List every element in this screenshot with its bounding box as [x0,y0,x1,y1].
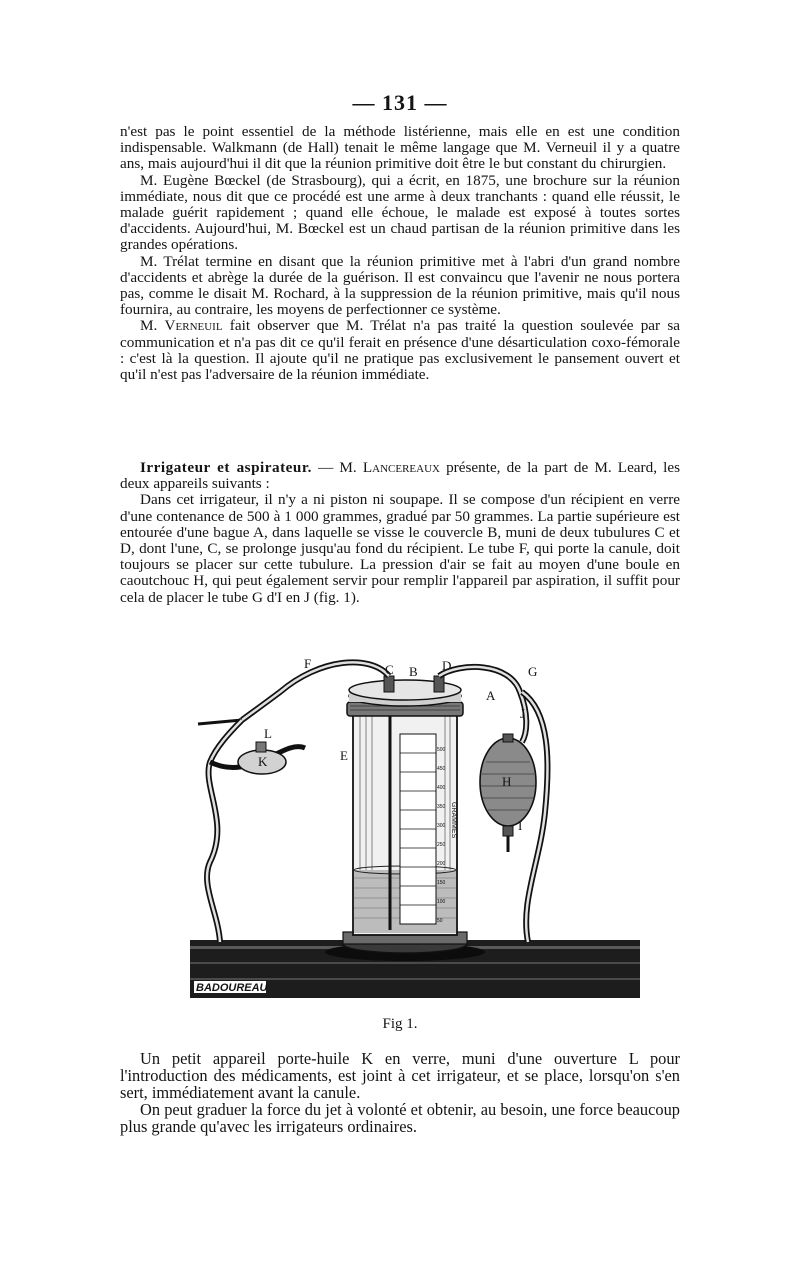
fig-label-l: L [264,726,272,741]
paragraph: Dans cet irrigateur, il n'y a ni piston ni soupape. Il se compose d'un récipient en verre d'une contenance de 500 à 1 000 grammes, gradué par 50 grammes. La partie supérieure est entourée d'une bague A, dans laquelle se visse le couvercle B, muni de deux tubulures C et D, dont l'une, C, se prolonge jusqu'au fond du récipient. Le tube F, qui porte la canule, doit toujours se placer sur cette tubulure. La pression d'air se fait au moyen d'une boule en caoutchouc H, qui peut également servir pour remplir l'appareil par aspiration, il suffit pour cela de placer le tube G d'I en J (fig. 1). [120,491,680,606]
fig-label-f: F [304,656,312,671]
scale-mark: 500 [437,747,446,753]
irrigator-figure [190,652,640,1012]
text-run: — M. [311,459,363,476]
fig-label-a: A [486,688,496,703]
scale-mark: 200 [437,861,446,867]
figure-caption: Fig 1. [382,1016,418,1032]
section-heading: Irrigateur et aspirateur. [140,459,312,476]
fig-label-j: J [520,706,526,721]
scale-unit: GRAMMES [450,802,457,839]
section-heading-paragraph [120,460,680,492]
scale-mark: 300 [437,823,446,829]
fig-label-h: H [502,774,512,789]
fig-label-g: G [528,664,538,679]
fig-label-d: D [442,658,452,673]
section-reunion-discussion [120,124,680,383]
scale-mark: 150 [437,880,446,886]
tubulure-c [384,676,394,692]
page-number: — 131 — [352,90,448,115]
fig-label-e: E [340,748,348,763]
text-run: fait observer que M. Trélat n'a pas traité la question soulevée par sa communication et n'a pas dit ce qu'il ferait en présence d'une désarticulation coxo-fémorale : c'est là la question. Il ajoute qu'il ne pratique pas exclusivement le pansement ouvert et qu'il n'est pas l'adversaire de la réunion immédiate. [120,317,680,384]
fig-label-i: I [518,818,523,833]
fig-label-b: B [409,664,418,679]
irrigator-engraving [190,652,640,1012]
section-oil-holder [120,1050,680,1135]
paragraph: Un petit appareil porte-huile K en verre, muni d'une ouverture L pour l'introduction des médicaments, est joint à cet irrigateur, et se place, lorsqu'on s'en sert, immédiatement avant la canule. [120,1049,680,1102]
scale-mark: 400 [437,785,446,791]
scale-mark: 50 [437,918,443,924]
paragraph [120,318,680,383]
paragraph: n'est pas le point essentiel de la méthode listérienne, mais elle en est une condition indispensable. Walkmann (de Hall) tenait le même langage que M. Verneuil il y a quatre ans, mais aujourd'hui il dit que la réunion primitive doit être le but constant du chirurgien. [120,123,680,173]
fig-label-k: K [258,754,268,769]
text-run: M. [140,317,165,335]
scale-mark: 350 [437,804,446,810]
paragraph: On peut graduer la force du jet à volonté et obtenir, au besoin, une force beaucoup plus grande qu'avec les irrigateurs ordinaires. [120,1100,680,1136]
author-name: Lancereaux [362,459,440,476]
engraver-signature: BADOUREAU [196,982,268,994]
tubulure-d [434,676,444,692]
scale-mark: 100 [437,899,446,905]
fig-label-c: C [385,662,394,677]
scale-mark: 450 [437,766,446,772]
opening-l [256,742,266,752]
paragraph: M. Eugène Bœckel (de Strasbourg), qui a écrit, en 1875, une brochure sur la réunion immédiate, nous dit que ce procédé est une arme à deux tranchants : quand elle réussit, le malade guérit rapidement ; quand elle échoue, le malade est exposé à toutes sortes d'accidents. Aujourd'hui, M. Bœckel est un chaud partisan de la réunion primitive dans les grandes opérations. [120,171,680,254]
paragraph: M. Trélat termine en disant que la réunion primitive met à l'abri d'un grand nombre d'accidents et abrège la durée de la guérison. Il est convaincu que l'avenir ne nous portera pas, comme le disait M. Rochard, à la suppression de la réunion primitive, mais qu'il nous fournira, au contraire, les moyens de perfectionner ce système. [120,252,680,319]
scale-mark: 250 [437,842,446,848]
author-name: Verneuil [164,317,223,335]
text-run: présente, de la part de M. Leard, les deux appareils suivants : [120,459,680,493]
section-irrigateur [120,460,680,606]
